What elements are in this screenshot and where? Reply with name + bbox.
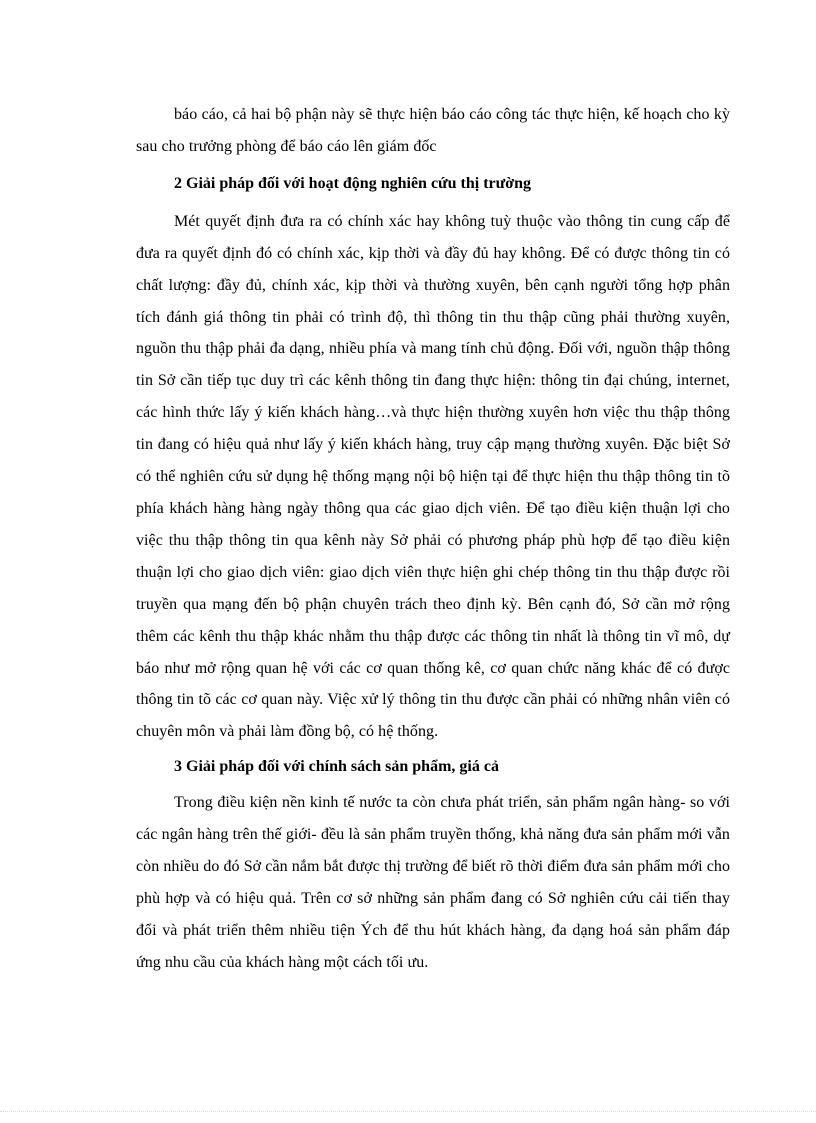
paragraph-reporting-continuation: báo cáo, cả hai bộ phận này sẽ thực hiện báo cáo công tác thực hiện, kế hoạch cho kỳ sau cho trưởng phòng để báo cáo lên giám đốc: [136, 106, 730, 155]
section-heading-product-pricing: 3 Giải pháp đối với chính sách sản phẩm, giá cả: [174, 758, 499, 776]
section-heading-market-research: 2 Giải pháp đối với hoạt động nghiên cứu thị trường: [174, 174, 532, 192]
page-bottom-divider: [0, 1111, 816, 1112]
paragraph-market-research: Mét quyết định đưa ra có chính xác hay không tuỳ thuộc vào thông tin cung cấp để đưa ra quyết định đó có chính xác, kịp thời và đầy đủ hay không. Để có được thông tin có chất lượng: đầy đủ, chính xác, kịp thời và thường xuyên, bên cạnh người tổng hợp phân tích đánh giá thông tin phải có trình độ, thì thông tin thu thập cũng phải thường xuyên, nguồn thu thập phải đa dạng, nhiều phía và mang tính chủ động. Đối với, nguồn thập thông tin Sở cần tiếp tục duy trì các kênh thông tin đang thực hiện: thông tin đại chúng, internet, các hình thức lấy ý kiến khách hàng…và thực hiện thường xuyên hơn việc thu thập thông tin đang có hiệu quả như lấy ý kiến khách hàng, truy cập mạng thường xuyên. Đặc biệt Sở có thể nghiên cứu sử dụng hệ thống mạng nội bộ hiện tại để thực hiện thu thập thông tin tõ phía khách hàng hàng ngày thông qua các giao dịch viên. Để tạo điều kiện thuận lợi cho việc thu thập thông tin qua kênh này Sở phải có phương pháp phù hợp để tạo điều kiện thuận lợi cho giao dịch viên: giao dịch viên thực hiện ghi chép thông tin thu thập được rồi truyền qua mạng đến bộ phận chuyên trách theo định kỳ. Bên cạnh đó, Sở cần mở rộng thêm các kênh thu thập khác nhằm thu thập được các thông tin nhất là thông tin vĩ mô, dự báo như mở rộng quan hệ với các cơ quan thống kê, cơ quan chức năng khác để có được thông tin tõ các cơ quan này. Việc xử lý thông tin thu được cần phải có những nhân viên có chuyên môn và phải làm đồng bộ, có hệ thống.: [136, 212, 730, 741]
paragraph-product-pricing: Trong điều kiện nền kinh tế nước ta còn chưa phát triển, sản phẩm ngân hàng- so với các ngân hàng trên thế giới- đều là sản phẩm truyền thống, khả năng đưa sản phẩm mới vẫn còn nhiều do đó Sở cần nắm bắt được thị trường để biết rõ thời điểm đưa sản phẩm mới cho phù hợp và có hiệu quả. Trên cơ sở những sản phẩm đang có Sở nghiên cứu cải tiến thay đổi và phát triển thêm nhiều tiện Ých để thu hút khách hàng, đa dạng hoá sản phẩm đáp ứng nhu cầu của khách hàng một cách tối ưu.: [136, 794, 730, 971]
document-body: [136, 96, 730, 979]
